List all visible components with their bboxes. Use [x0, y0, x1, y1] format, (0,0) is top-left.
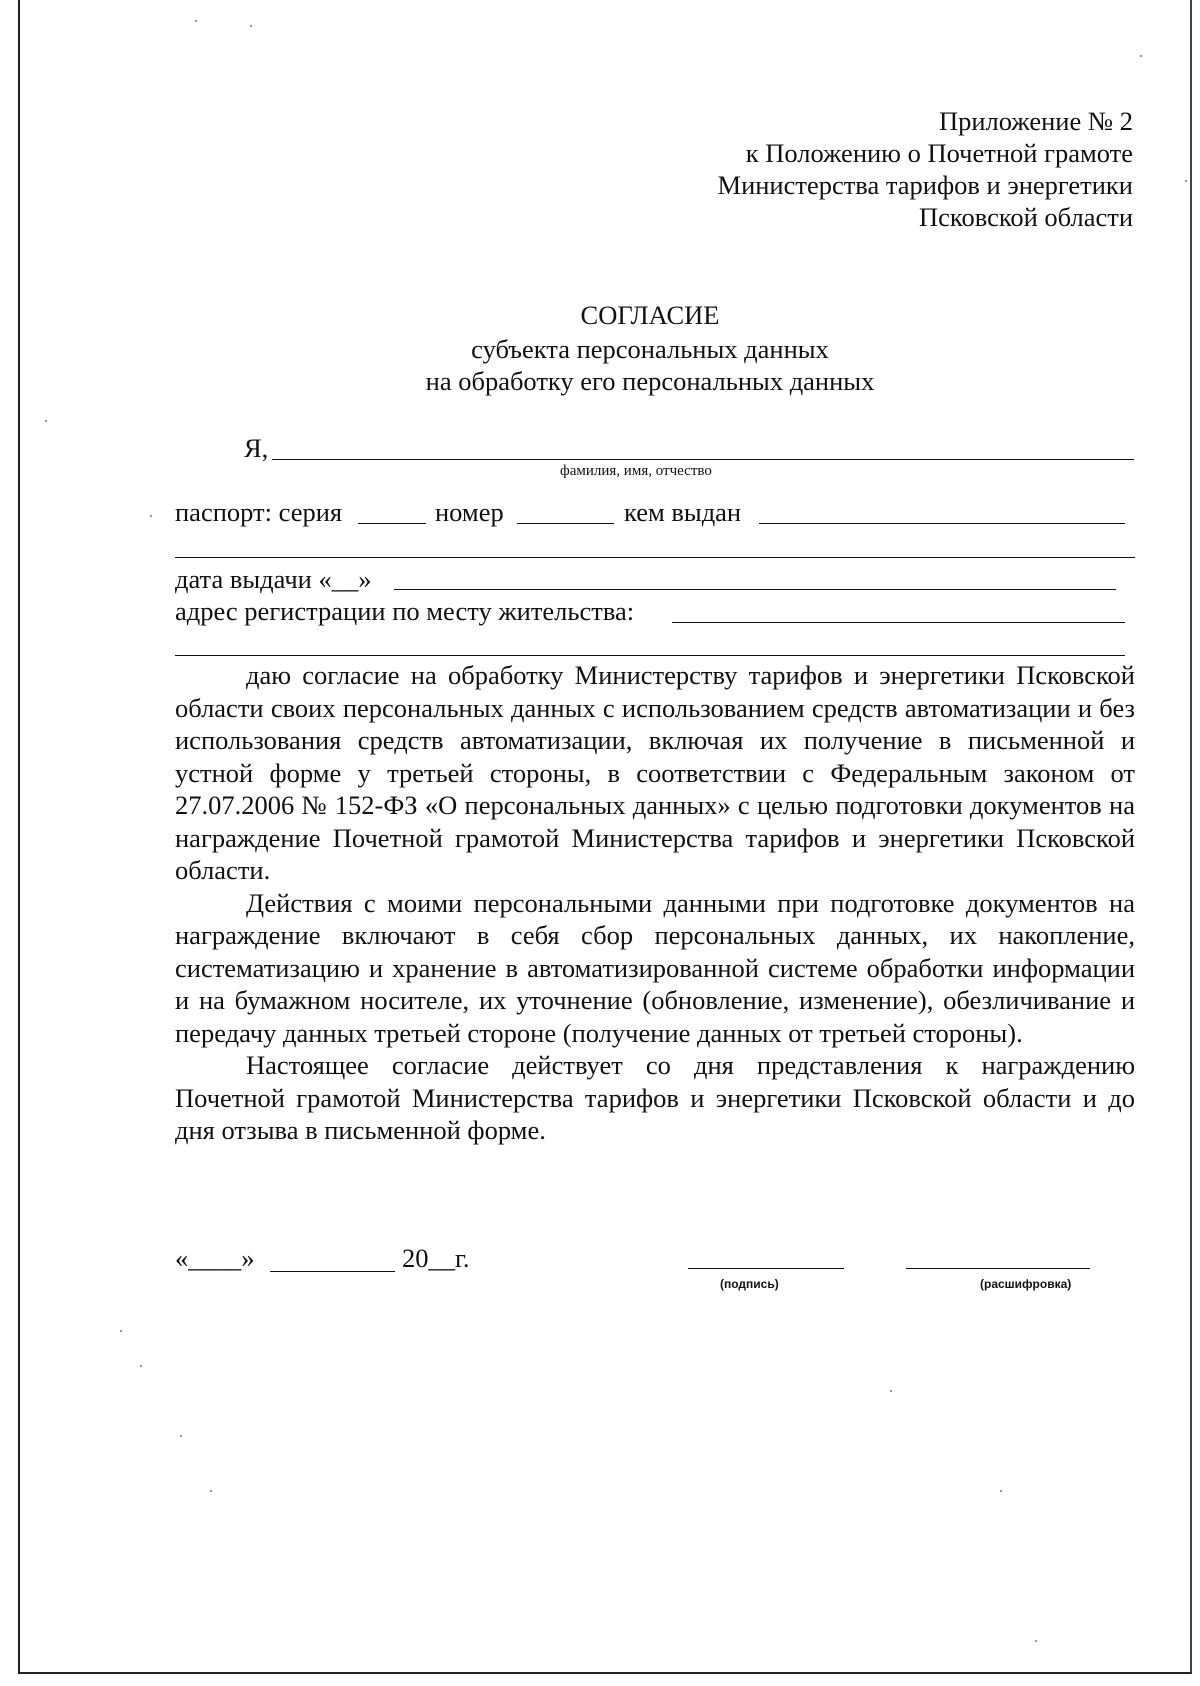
- scan-speck: [890, 1390, 892, 1392]
- passport-number-label: номер: [435, 497, 504, 527]
- signature-caption: (подпись): [720, 1277, 779, 1291]
- address-line[interactable]: [672, 622, 1125, 623]
- document-subtitle-2: на обработку его персональных данных: [425, 366, 875, 396]
- sign-date-day: «____»: [175, 1243, 255, 1273]
- scan-speck: [1185, 180, 1187, 182]
- issue-date-line[interactable]: [394, 589, 1116, 590]
- consent-body: [175, 659, 1135, 1147]
- scan-speck: [210, 1490, 212, 1492]
- address-label: адрес регистрации по месту жительства:: [175, 596, 635, 626]
- appendix-ministry: Министерства тарифов и энергетики: [717, 170, 1133, 200]
- scan-speck: [250, 25, 252, 27]
- scan-speck: [120, 1330, 122, 1332]
- name-decode-line[interactable]: [906, 1268, 1090, 1269]
- consent-paragraph-3: Настоящее согласие действует со дня представления к награждению Почетной грамотой Министерства тарифов и энергетики Псковской области и до дня отзыва в письменной форме.: [175, 1050, 1135, 1145]
- document-title: СОГЛАСИЕ: [580, 300, 720, 330]
- scan-speck: [180, 1435, 182, 1437]
- consent-paragraph-1: даю согласие на обработку Министерству тарифов и энергетики Псковской области своих персональных данных с использованием средств автоматизации и без использования средств автоматизации, включая их получение в письменной и устной форме у третьей стороны, в соответствии с Федеральным законом от 27.07.2006 № 152-ФЗ «О персональных данных» с целью подготовки документов на награждение Почетной грамотой Министерства тарифов и энергетики Псковской области.: [175, 660, 1135, 885]
- signature-line[interactable]: [688, 1268, 844, 1269]
- scan-speck: [195, 20, 197, 22]
- issue-date-label: дата выдачи «__»: [175, 564, 372, 594]
- appendix-region: Псковской области: [919, 202, 1133, 232]
- sign-date-month-line[interactable]: [270, 1271, 395, 1272]
- scan-speck: [1140, 55, 1142, 57]
- scan-speck: [1035, 1640, 1037, 1642]
- passport-issued-by-label: кем выдан: [624, 497, 742, 527]
- document-subtitle-1: субъекта персональных данных: [471, 334, 829, 364]
- name-decode-caption: (расшифровка): [980, 1277, 1072, 1291]
- fio-field-line[interactable]: [272, 459, 1134, 460]
- passport-series-label: паспорт: серия: [175, 497, 343, 527]
- issued-by-continued-line[interactable]: [175, 557, 1135, 558]
- scan-speck: [140, 1365, 142, 1367]
- appendix-reference: к Положению о Почетной грамоте: [745, 138, 1133, 168]
- sign-date-year: 20__г.: [402, 1243, 470, 1273]
- scan-speck: [1000, 1490, 1002, 1492]
- appendix-number: Приложение № 2: [938, 106, 1133, 136]
- fio-caption: фамилия, имя, отчество: [560, 463, 712, 479]
- ya-label: Я,: [244, 433, 269, 463]
- passport-number-line[interactable]: [517, 523, 614, 524]
- passport-issued-by-line[interactable]: [759, 523, 1125, 524]
- passport-series-line[interactable]: [358, 523, 426, 524]
- consent-paragraph-2: Действия с моими персональными данными при подготовке документов на награждение включают в себя сбор персональных данных, их накопление, систематизацию и хранение в автоматизированной системе обработки информации и на бумажном носителе, их уточнение (обновление, изменение), обезличивание и передачу данных третьей стороне (получение данных от третьей стороны).: [175, 887, 1135, 1048]
- scan-speck: [150, 515, 152, 517]
- address-continued-line[interactable]: [175, 655, 1125, 656]
- scan-speck: [45, 420, 47, 422]
